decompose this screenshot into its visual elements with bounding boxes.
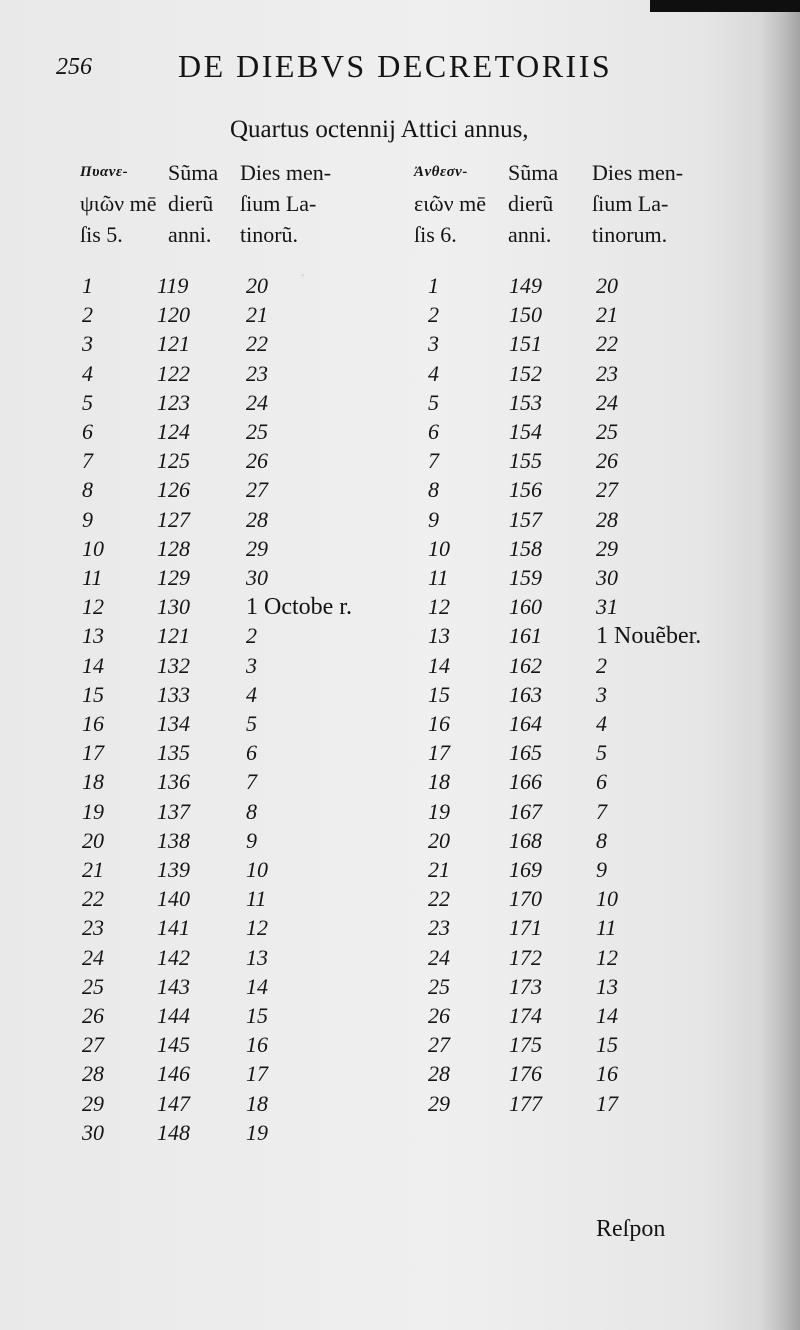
left-row-day-cell: 3 xyxy=(82,331,93,357)
right-row-latin-day-cell: 27 xyxy=(596,477,618,503)
right-row-latin-day-cell: 11 xyxy=(596,915,617,941)
left-row-latin-day-cell: 14 xyxy=(246,973,268,999)
left-row-latin-day-cell: 10 xyxy=(246,857,268,882)
left-row-latin-day-cell: 17 xyxy=(246,1061,268,1087)
right-row-sum-cell: 154 xyxy=(509,419,542,444)
left-row-latin-day-cell: 30 xyxy=(246,565,268,590)
right-col1-header-line: ειῶν mē xyxy=(414,191,486,216)
right-row-sum-cell: 156 xyxy=(509,477,542,503)
left-row-day-cell: 26 xyxy=(82,1003,104,1028)
left-row-latin-day-cell: 8 xyxy=(246,798,257,824)
right-row-sum-cell: 151 xyxy=(509,331,542,357)
right-row-sum-cell: 149 xyxy=(509,273,542,298)
right-row-day-cell: 1 xyxy=(428,273,439,298)
left-row-latin-day-cell: 29 xyxy=(246,535,268,561)
right-row-sum-cell: 177 xyxy=(509,1090,542,1116)
left-row-day-cell: 19 xyxy=(82,798,104,824)
left-row-day-cell: 29 xyxy=(82,1090,104,1116)
right-row-sum-cell: 157 xyxy=(509,506,542,532)
right-col3-header-line: Dies men- xyxy=(592,160,684,185)
right-row-sum-cell: 163 xyxy=(509,681,542,707)
left-row-day-cell: 20 xyxy=(82,827,104,853)
right-row-day-cell: 27 xyxy=(428,1032,450,1058)
left-row-latin-day-cell: 26 xyxy=(246,448,268,474)
left-row-sum-cell: 120 xyxy=(157,302,190,328)
catchword: Reſpon xyxy=(596,1216,666,1242)
right-row-latin-day-cell: 23 xyxy=(596,360,618,386)
left-row-day-cell: 14 xyxy=(82,652,104,678)
right-row-day-cell: 29 xyxy=(428,1090,450,1116)
right-row-sum-cell: 176 xyxy=(509,1061,542,1087)
right-row-sum-cell: 165 xyxy=(509,740,542,766)
right-col1-header-line: Ἀνθεσν- xyxy=(414,164,468,180)
right-row-sum-cell: 168 xyxy=(509,827,542,853)
left-row-day-cell: 9 xyxy=(82,506,93,532)
left-row-sum-cell: 124 xyxy=(157,419,190,444)
left-row-sum-cell: 133 xyxy=(157,681,190,707)
right-row-day-cell: 17 xyxy=(428,740,450,766)
left-row-sum-cell: 136 xyxy=(157,769,190,795)
right-row-latin-day-cell: 13 xyxy=(596,973,618,999)
right-row-day-cell: 10 xyxy=(428,535,450,561)
left-row-latin-day-cell: 7 xyxy=(246,769,257,795)
right-row-day-cell: 21 xyxy=(428,857,450,882)
right-col2-header-line: dierũ xyxy=(508,191,554,216)
left-col2-header-line: dierũ xyxy=(168,191,214,216)
left-col1-header-line: ψιῶν mē xyxy=(80,191,157,216)
left-row-day-cell: 1 xyxy=(82,273,93,298)
left-row-day-cell: 15 xyxy=(82,681,104,707)
left-col3-header-line: Dies men- xyxy=(240,160,332,185)
right-row-day-cell: 15 xyxy=(428,681,450,707)
right-row-day-cell: 8 xyxy=(428,477,439,503)
left-row-latin-day-cell: 27 xyxy=(246,477,268,503)
left-col3-header-line: ſium La- xyxy=(240,191,317,216)
right-row-day-cell: 28 xyxy=(428,1061,450,1087)
left-row-day-cell: 4 xyxy=(82,360,93,386)
left-col3-header xyxy=(240,157,331,250)
right-row-latin-day-cell: 8 xyxy=(596,827,607,853)
right-row-sum-cell: 169 xyxy=(509,857,542,882)
right-col3-header-line: ſium La- xyxy=(592,191,669,216)
right-row-latin-day-cell: 9 xyxy=(596,857,607,882)
right-row-latin-day-cell: 31 xyxy=(596,594,618,620)
right-row-day-cell: 5 xyxy=(428,389,439,415)
right-row-latin-day-cell: 24 xyxy=(596,389,618,415)
left-col2-header-line: anni. xyxy=(168,222,212,247)
right-row-sum-cell: 159 xyxy=(509,565,542,590)
left-row-sum-cell: 142 xyxy=(157,944,190,970)
right-row-latin-day-cell: 7 xyxy=(596,798,607,824)
left-row-sum-cell: 143 xyxy=(157,973,190,999)
right-col1-header xyxy=(414,157,486,250)
right-row-day-cell: 4 xyxy=(428,360,439,386)
left-col1-header-line: Πυανε- xyxy=(80,164,129,180)
right-row-latin-day-cell: 26 xyxy=(596,448,618,474)
right-row-day-cell: 13 xyxy=(428,623,450,649)
right-col2-header-line: anni. xyxy=(508,222,552,247)
left-row-day-cell: 23 xyxy=(82,915,104,941)
left-row-latin-day-cell: 6 xyxy=(246,740,257,766)
left-row-day-cell: 8 xyxy=(82,477,93,503)
right-row-sum-cell: 166 xyxy=(509,769,542,795)
right-row-day-cell: 7 xyxy=(428,448,439,474)
right-row-sum-cell: 175 xyxy=(509,1032,542,1058)
left-row-day-cell: 21 xyxy=(82,857,104,882)
left-row-latin-day-cell: 1 Octobe r. xyxy=(246,594,352,621)
right-row-day-cell: 6 xyxy=(428,419,439,444)
right-row-day-cell: 20 xyxy=(428,827,450,853)
right-row-sum-cell: 153 xyxy=(509,389,542,415)
left-row-sum-cell: 119 xyxy=(157,273,189,298)
running-title: DE DIEBVS DECRETORIIS xyxy=(178,48,613,84)
right-row-day-cell: 23 xyxy=(428,915,450,941)
left-row-day-cell: 12 xyxy=(82,594,104,620)
right-row-day-cell: 11 xyxy=(428,565,449,590)
left-row-day-cell: 7 xyxy=(82,448,93,474)
right-row-latin-day-cell: 17 xyxy=(596,1090,618,1116)
right-row-latin-day-cell: 15 xyxy=(596,1032,618,1058)
right-row-latin-day-cell: 29 xyxy=(596,535,618,561)
right-row-day-cell: 26 xyxy=(428,1003,450,1028)
left-row-sum-cell: 128 xyxy=(157,535,190,561)
right-row-sum-cell: 161 xyxy=(509,623,542,649)
left-row-day-cell: 22 xyxy=(82,886,104,912)
left-row-latin-day-cell: 4 xyxy=(246,681,257,707)
left-row-sum-cell: 137 xyxy=(157,798,190,824)
left-col1-header xyxy=(80,157,157,250)
right-row-sum-cell: 162 xyxy=(509,652,542,678)
left-row-latin-day-cell: 3 xyxy=(246,652,257,678)
left-row-day-cell: 5 xyxy=(82,389,93,415)
right-row-day-cell: 9 xyxy=(428,506,439,532)
left-row-sum-cell: 145 xyxy=(157,1032,190,1058)
right-col1-header-line: ſis 6. xyxy=(414,222,457,247)
right-row-sum-cell: 164 xyxy=(509,711,542,736)
right-row-latin-day-cell: 4 xyxy=(596,711,607,736)
left-row-latin-day-cell: 5 xyxy=(246,711,257,736)
right-row-latin-day-cell: 16 xyxy=(596,1061,618,1087)
right-row-day-cell: 12 xyxy=(428,594,450,620)
right-row-sum-cell: 172 xyxy=(509,944,542,970)
left-row-sum-cell: 139 xyxy=(157,857,190,882)
right-row-day-cell: 25 xyxy=(428,973,450,999)
right-row-latin-day-cell: 2 xyxy=(596,652,607,678)
right-col3-header-line: tinorum. xyxy=(592,222,668,247)
right-row-sum-cell: 174 xyxy=(509,1003,542,1028)
right-row-sum-cell: 150 xyxy=(509,302,542,328)
right-row-latin-day-cell: 1 Nouẽber. xyxy=(596,623,702,650)
left-col1-header-line: ſis 5. xyxy=(80,222,123,247)
right-row-day-cell: 3 xyxy=(428,331,439,357)
left-col3-header-line: tinorũ. xyxy=(240,222,299,247)
right-row-latin-day-cell: 25 xyxy=(596,419,618,444)
right-row-latin-day-cell: 12 xyxy=(596,944,618,970)
left-row-day-cell: 24 xyxy=(82,944,104,970)
right-row-latin-day-cell: 5 xyxy=(596,740,607,766)
left-row-latin-day-cell: 23 xyxy=(246,360,268,386)
left-row-sum-cell: 135 xyxy=(157,740,190,766)
left-row-latin-day-cell: 11 xyxy=(246,886,267,912)
right-col2-header xyxy=(508,157,558,250)
left-row-latin-day-cell: 22 xyxy=(246,331,268,357)
page-spine-shadow xyxy=(760,0,800,1330)
left-row-latin-day-cell: 24 xyxy=(246,389,268,415)
left-row-sum-cell: 140 xyxy=(157,886,190,912)
left-row-sum-cell: 126 xyxy=(157,477,190,503)
right-row-day-cell: 22 xyxy=(428,886,450,912)
right-row-sum-cell: 158 xyxy=(509,535,542,561)
left-row-sum-cell: 121 xyxy=(157,331,190,357)
right-row-sum-cell: 170 xyxy=(509,886,542,912)
right-row-sum-cell: 171 xyxy=(509,915,542,941)
right-col2-header-line: Sũma xyxy=(508,160,559,185)
right-row-latin-day-cell: 14 xyxy=(596,1003,618,1028)
left-row-day-cell: 10 xyxy=(82,535,104,561)
left-row-latin-day-cell: 25 xyxy=(246,419,268,444)
left-row-sum-cell: 127 xyxy=(157,506,190,532)
right-row-latin-day-cell: 10 xyxy=(596,886,618,912)
table-subtitle: Quartus octennij Attici annus, xyxy=(230,116,529,143)
left-row-sum-cell: 122 xyxy=(157,360,190,386)
left-row-sum-cell: 125 xyxy=(157,448,190,474)
right-row-sum-cell: 173 xyxy=(509,973,542,999)
right-row-day-cell: 19 xyxy=(428,798,450,824)
right-row-sum-cell: 160 xyxy=(509,594,542,620)
right-row-latin-day-cell: 21 xyxy=(596,302,618,328)
right-row-latin-day-cell: 28 xyxy=(596,506,618,532)
right-row-latin-day-cell: 20 xyxy=(596,273,618,298)
left-row-latin-day-cell: 16 xyxy=(246,1032,268,1058)
left-row-day-cell: 16 xyxy=(82,711,104,736)
left-row-day-cell: 11 xyxy=(82,565,103,590)
left-row-sum-cell: 132 xyxy=(157,652,190,678)
left-row-day-cell: 27 xyxy=(82,1032,104,1058)
right-row-day-cell: 2 xyxy=(428,302,439,328)
left-row-sum-cell: 146 xyxy=(157,1061,190,1087)
left-row-latin-day-cell: 18 xyxy=(246,1090,268,1116)
right-row-sum-cell: 167 xyxy=(509,798,542,824)
left-row-sum-cell: 134 xyxy=(157,711,190,736)
left-row-sum-cell: 141 xyxy=(157,915,190,941)
left-row-day-cell: 28 xyxy=(82,1061,104,1087)
left-row-sum-cell: 144 xyxy=(157,1003,190,1028)
left-col2-header xyxy=(168,157,218,250)
left-row-sum-cell: 121 xyxy=(157,623,190,649)
left-row-sum-cell: 147 xyxy=(157,1090,190,1116)
scan-edge xyxy=(650,0,800,12)
right-row-latin-day-cell: 6 xyxy=(596,769,607,795)
left-row-sum-cell: 138 xyxy=(157,827,190,853)
left-row-day-cell: 6 xyxy=(82,419,93,444)
left-row-latin-day-cell: 9 xyxy=(246,827,257,853)
left-row-day-cell: 25 xyxy=(82,973,104,999)
left-row-latin-day-cell: 13 xyxy=(246,944,268,970)
right-row-latin-day-cell: 22 xyxy=(596,331,618,357)
left-row-latin-day-cell: 19 xyxy=(246,1119,268,1145)
left-row-day-cell: 17 xyxy=(82,740,104,766)
page-number: 256 xyxy=(56,54,92,80)
left-row-latin-day-cell: 21 xyxy=(246,302,268,328)
right-row-day-cell: 24 xyxy=(428,944,450,970)
left-row-sum-cell: 129 xyxy=(157,565,190,590)
right-col3-header xyxy=(592,157,683,250)
left-row-latin-day-cell: 20 xyxy=(246,273,268,298)
left-row-latin-day-cell: 28 xyxy=(246,506,268,532)
right-row-latin-day-cell: 3 xyxy=(596,681,607,707)
left-row-latin-day-cell: 12 xyxy=(246,915,268,941)
left-row-sum-cell: 123 xyxy=(157,389,190,415)
left-row-day-cell: 13 xyxy=(82,623,104,649)
bleed-through-mark: · xyxy=(300,265,305,287)
right-row-day-cell: 18 xyxy=(428,769,450,795)
right-row-day-cell: 14 xyxy=(428,652,450,678)
left-row-day-cell: 18 xyxy=(82,769,104,795)
left-row-day-cell: 2 xyxy=(82,302,93,328)
left-row-sum-cell: 130 xyxy=(157,594,190,620)
left-col2-header-line: Sũma xyxy=(168,160,219,185)
right-row-sum-cell: 155 xyxy=(509,448,542,474)
left-row-latin-day-cell: 15 xyxy=(246,1003,268,1028)
left-row-latin-day-cell: 2 xyxy=(246,623,257,649)
right-row-latin-day-cell: 30 xyxy=(596,565,618,590)
right-row-sum-cell: 152 xyxy=(509,360,542,386)
right-row-day-cell: 16 xyxy=(428,711,450,736)
left-row-day-cell: 30 xyxy=(82,1119,104,1145)
left-row-sum-cell: 148 xyxy=(157,1119,190,1145)
